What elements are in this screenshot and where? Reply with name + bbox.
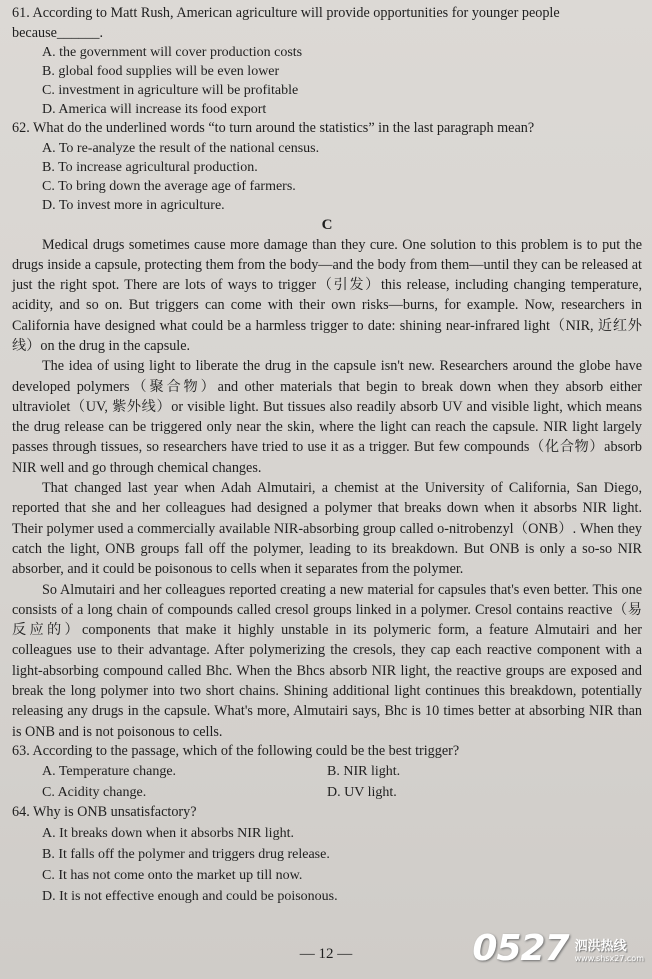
watermark-cn: 泗洪热线 [574,938,627,954]
passage-paragraph: That changed last year when Adah Almutairi, a chemist at the University of California, San Diego, reported that she and her colleagues had designed a polymer that breaks down when it absorbs NIR light. Their polymer used a commercially available NIR-absorbing group called o-nitrobenzyl（ONB）. When they catch the light, ONB groups fall off the polymer, leading to its breakdown. But ONB is only a so-so NIR absorber, and it could be poisonous to cells when it separates from the polymer. [12,480,642,578]
watermark-logo [472,928,644,969]
passage-paragraph: Medical drugs sometimes cause more damage than they cure. One solution to this problem is to put the drugs inside a capsule, protecting them from the body—and the body from them—until they can be released at just the right spot. There are lots of ways to trigger（引发）this release, including changing temperature, acidity, and so on. But triggers can come with their own risks—burns, for example. Now, researchers in California have designed what could be a harmless trigger to date: shining near-infrared light（NIR, 近红外线）on the drug in the capsule. [12,236,642,354]
q63-option-d: D. UV light. [327,785,397,801]
q61-option-d: D. America will increase its food export [42,102,267,117]
q61-stem: 61. According to Matt Rush, American agriculture will provide opportunities for younger people because______. [12,5,560,41]
q62-option-b: B. To increase agricultural production. [42,159,258,175]
q61-option-a: A. the government will cover production costs [42,45,303,60]
q61-options [12,43,642,119]
watermark-url: www.shsx27.com [574,953,644,963]
q62-option-a: A. To re-analyze the result of the national census. [42,140,320,156]
q62-option-c: C. To bring down the average age of farmers. [42,178,296,194]
passage-paragraph: The idea of using light to liberate the drug in the capsule isn't new. Researchers around the globe have developed polymers（聚合物）and other materials that begin to break down when they absorb either ultraviolet（UV, 紫外线）or visible light. But tissues also readily absorb UV and visible light, which means the drug release can be triggered only near the skin, where the light can reach the capsule. NIR light largely passes through tissues, so researchers have tried to use it as a trigger. But few compounds（化合物）absorb NIR well and go through chemical changes. [12,358,642,476]
q63-stem: 63. According to the passage, which of the following could be the best trigger? [12,742,460,759]
q64-option-a: A. It breaks down when it absorbs NIR light. [42,825,294,841]
watermark-main: 0527 [472,928,569,969]
q63-option-a: A. Temperature change. [42,764,177,780]
q64-stem: 64. Why is ONB unsatisfactory? [12,804,197,821]
q63-option-b: B. NIR light. [327,764,401,780]
section-heading: C [321,216,333,233]
q62-stem: 62. What do the underlined words “to turn around the statistics” in the last paragraph mean? [12,120,535,136]
q62-options [12,139,642,215]
q62-option-d: D. To invest more in agriculture. [42,197,225,213]
q64-options [12,823,642,907]
page-number: — 12 — [299,946,353,962]
q64-option-d: D. It is not effective enough and could be poisonous. [42,888,338,904]
q63-option-c: C. Acidity change. [42,785,147,801]
q63-options [12,761,642,803]
watermark-side [575,935,644,963]
q64-option-c: C. It has not come onto the market up till now. [42,867,303,883]
q61-option-b: B. global food supplies will be even lower [42,64,280,79]
q61-option-c: C. investment in agriculture will be profitable [42,83,299,98]
q64-option-b: B. It falls off the polymer and triggers drug release. [42,846,330,862]
passage-paragraph: So Almutairi and her colleagues reported creating a new material for capsules that's even better. This one consists of a long chain of compounds called cresol groups linked in a polymer. Cresol contains reactive（易反应的）components that make it highly unstable in its polymeric form, a feature Almutairi and her colleagues use to their advantage. After polymerizing the cresols, they cap each reactive component with a light-absorbing compound called Bhc. When the Bhcs absorb NIR light, the reactive groups are exposed and break the long polymer into two short chains. Shining additional light continues this breakdown, potentially releasing any drugs in the capsule. What's more, Almutairi says, Bhc is 10 times better at absorbing NIR than is ONB and is not poisonous to cells. [12,581,642,740]
